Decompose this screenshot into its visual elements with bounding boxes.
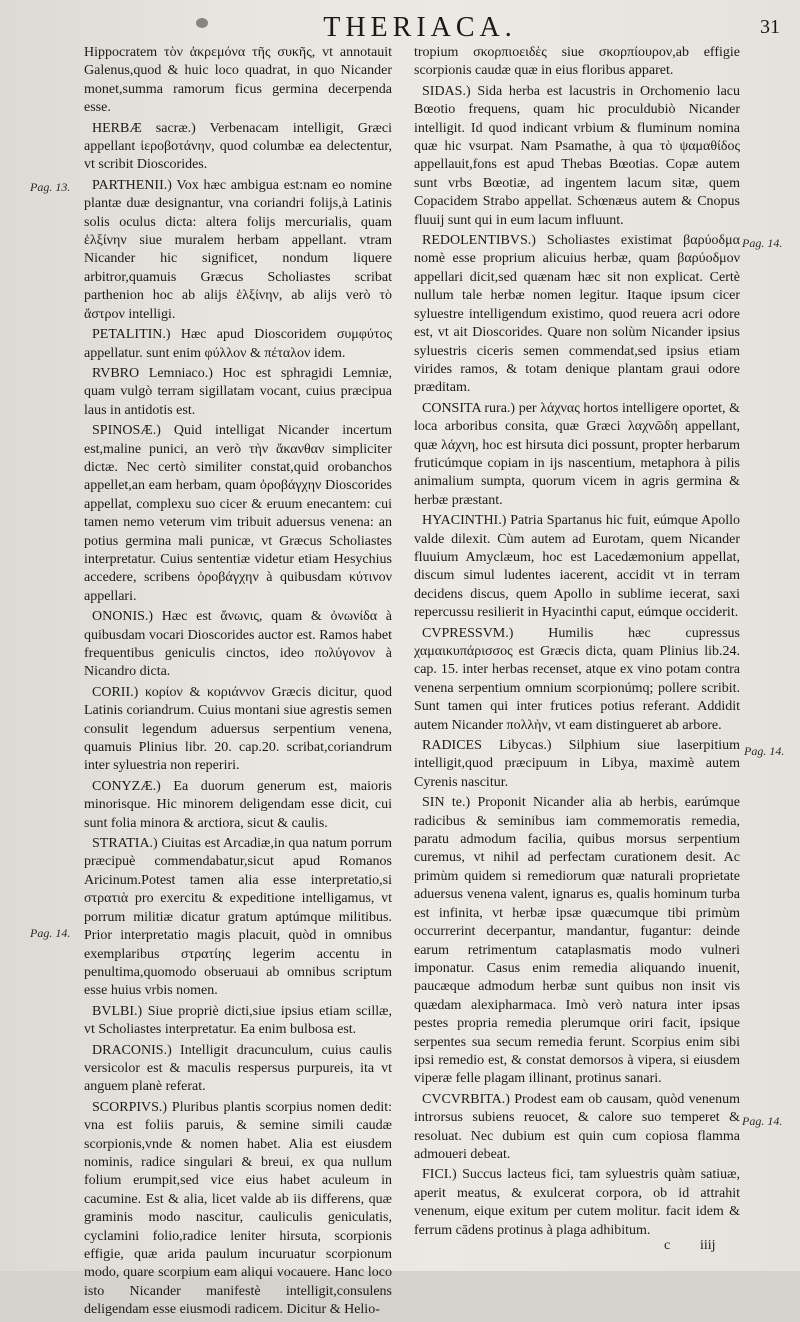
signature-mark: c xyxy=(664,1238,671,1253)
quire-number: iiij xyxy=(700,1238,716,1253)
text-paragraph: RVBRO Lemniaco.) Hoc est sphragidi Lemniæ, quam vulgò terram sigillatam vocant, cuius præcipua laus in antidotis est. xyxy=(84,365,392,418)
text-paragraph: BVLBI.) Siue propriè dicti,siue ipsius etiam scillæ, vt Scholiastes interpretatur. Ea enim bulbosa est. xyxy=(84,1003,392,1038)
text-paragraph: PARTHENII.) Vox hæc ambigua est:nam eo nomine plantæ duæ designantur, vna coriandri folijs,à Latinis solis oculus dicta: altera folijs mercurialis, quam ἑλξίνην siue muralem herbam appellant. vtram Nicander hic significet, nondum liquere arbitror,quamuis Græcus Scholiastes scribat parthenion hoc ab alijs ἑλξίνην, ab alijs verò τὸ ἄστρον intelligi. xyxy=(84,177,392,322)
margin-note: Pag. 14. xyxy=(742,236,783,250)
text-paragraph: SCORPIVS.) Pluribus plantis scorpius nomen dedit: vna est foliis paruis, & semine simili caudæ scorpionis,vnde & nomen habet. Alia est eiusdem nominis, radice singulari & breui, ex qua nullum folium erumpit,sed vice eius habet aculeum in cacumine. Est & alia, licet valde ab iis differens, quæ graminis modo nascitur, cauliculis geniculatis, cyclamini folio,radice leniter hirsuta, scorpionis effigie, quæ arida paulum incuruatur scorpionum modo, quare scorpium eam aliqui vocauere. Hanc loco isto Nicander manifestè intelligit,consulens deligendam esse eiusmodi radicem. Dicitur & Helio- xyxy=(84,1099,392,1318)
text-paragraph: HYACINTHI.) Patria Spartanus hic fuit, eúmque Apollo valde dilexit. Cùm autem ad Eurotam, quem Nicander fluuium Amyclæum, hoc est Lacedæmonium appellat, discum simul ludentes iacerent, accidit vt in terram decidens discus, quem Apollo in sublime iecerat, saxi repercussu resilierit in Hyacinthi caput, eúmque occiderit. xyxy=(414,513,740,621)
text-paragraph: DRACONIS.) Intelligit dracunculum, cuius caulis versicolor est & maculis respersus purpureis, ita vt anguem planè referat. xyxy=(84,1042,392,1095)
text-paragraph: FICI.) Succus lacteus fici, tam syluestris quàm satiuæ, aperit meatus, & exulcerat corpora, ob id attrahit venenum, eique exitum per cutem molitur. facit idem & ferrum cādens protinus à plaga adhibitum. xyxy=(414,1167,740,1238)
text-paragraph: REDOLENTIBVS.) Scholiastes existimat βαρύοδμα nomè esse proprium alicuius herbæ, quam βαρύοδμον appellari dicit,sed quænam hæc sit non explicat. Certè nullum tale herbæ nomen legitur. Itaque ipsum cicer syluestre intelligendum existimo, quod reuera acri odore est, vt ait Dioscorides. Quare non solùm Nicander ipsius syluestris ciceris semen commendat,sed ipsius etiam virides ramos, & totam denique plantam graui odore præditam. xyxy=(414,233,740,396)
text-paragraph: HERBÆ sacræ.) Verbenacam intelligit, Græci appellant ἱερoβοτάνην, quod columbæ ea delectentur, vt scribit Dioscorides. xyxy=(84,120,392,173)
text-paragraph: RADICES Libycas.) Silphium siue laserpitium intelligit,quod præcipuum in Libya, maximè autem Cyrenis nascitur. xyxy=(414,738,740,790)
margin-note: Pag. 13. xyxy=(30,180,71,194)
margin-note: Pag. 14. xyxy=(744,744,785,758)
text-paragraph: CVPRESSVM.) Humilis hæc cupressus χαμαικυπάρισσος est Græcis dicta, quam Plinius lib.24. cap. 15. inter herbas recenset, atque ex vino potam contra venena serpentium omnium scorpionúmq; pollere scribit. Sunt tamen qui inter frutices potius referant. Addidit autem Nicander πολλὴν, vt eam distingueret ab arbore. xyxy=(414,625,740,733)
left-column xyxy=(84,44,392,1322)
text-paragraph: CONSITA rura.) per λάχνας hortos intelligere oportet, & loca arboribus consita, quæ Græci λαχνῶδη appellant, quæ λάχνη, hoc est hirsuta dici possunt, propter herbarum fruticúmque copiam in ijs nascentium, metaphora à pilis animalium sumpta, quorum vicem in agris germina & herbæ præstant. xyxy=(414,400,740,508)
right-column xyxy=(414,44,740,1242)
text-paragraph: ONONIS.) Hæc est ἄνωνις, quam & ὀνωνίδα à quibusdam vocari Dioscorides auctor est. Ramos habet frequentibus geniculis cinctos, ideo πολύγονον à Nicandro dicta. xyxy=(84,609,392,680)
margin-note: Pag. 14. xyxy=(742,1114,783,1128)
text-paragraph: tropium σκορπιοειδὲς siue σκορπίουρον,ab effigie scorpionis caudæ quæ in eius floribus apparet. xyxy=(414,45,740,79)
text-paragraph: SIN te.) Proponit Nicander alia ab herbis, earúmque radicibus & seminibus iam commemoratis remedia, paratu admodum facilia, quibus morsus serpentium curemus, vt nihil ad perfectam curationem desit. Ac primùm quidem si remediorum quæ naturali proprietate aduersus venena valent, ignarus es, qualis hominum turba est infinita, vt herbæ ipsæ quæcumque tibi primùm occurrerint decerpantur, mandantur, fugantur: deinde earum retrimentum cataplasmatis modo vulneri imponatur. Casus enim remedia aliquando inuenit, paucæque admodum herbæ sunt quibus non insit vis quædam alexipharmaca. Imò verò natura inter ipsas pestes propria remedia plerumque oriri facit, ipsique serpentes sua secum remedia ferunt. Scorpius enim sibi ipsi remedio est, & constat demorsos à vipera, si eiusdem viperæ felle plagam illinant, protinus sanari. xyxy=(414,795,740,1087)
text-paragraph: SPINOSÆ.) Quid intelligat Nicander incertum est,maline punici, an verò τὴν ἄκανθαν simpliciter dictæ. Nec certò similiter constat,quid orobanchos appellet,an eam herbam, quam ὀροβάγχην Dioscorides appellat, complexu suo cicer & eruum enecantem: cui tamen nemo veterum vim tribuit aduersus venena: an potius germina mali punicæ, vt Græcus Scholiastes interpretatur. Cuius sententiæ videtur etiam Hesychius accedere, scribens ὀροβάγχην à quibusdam κύτινον appellari. xyxy=(84,423,392,604)
page-header xyxy=(0,12,800,48)
text-paragraph: Hippocratem τὸν ἀκρεμόνα τῆς συκῆς, vt annotauit Galenus,quod & huic loco quadrat, in quo Nicander monet,summa ramorum ficus germina decerpenda esse. xyxy=(84,45,392,116)
text-paragraph: CONYZÆ.) Ea duorum generum est, maioris minorisque. Hic minorem deligendam esse dicit, cui sunt folia minora & arctiora, sicut & caulis. xyxy=(84,778,392,831)
running-title: THERIACA. xyxy=(323,12,517,43)
page-number: 31 xyxy=(760,16,780,38)
text-paragraph: STRATIA.) Ciuitas est Arcadiæ,in qua natum porrum præcipuè commendabatur,sicut apud Romanos Aricinum.Potest tamen alia esse interpretatio,si στρατιὰ pro exercitu & expeditione intelligamus, vt porrum militiæ dicatur gratum aptúmque militibus. Prior interpretatio magis placuit, quòd in omnibus exemplaribus στρατίης legerim accentu in penultima,quomodo obseruaui ab omnibus scriptum esse huius vrbis nomen. xyxy=(84,836,392,999)
text-paragraph: PETALITIN.) Hæc apud Dioscoridem συμφύτος appellatur. sunt enim φύλλον & πέταλον idem. xyxy=(84,327,392,361)
text-paragraph: SIDAS.) Sida herba est lacustris in Orchomenio lacu Bœotio frequens, quam hic proculdubiò Nicander intelligit. Id quod indicant vrbium & fluminum nomina quæ hic vsurpat. Nam Psamathe, à qua τὸ ψαμαθίδος appellauit,fons est apud Thebas Bœotias. Copæ autem sunt vrbs Bœotiæ, ad ingentem lacum sitæ, quem Copacidem Strabo appellat. Schœnæus autem & Cnopus fluuij sunt qui in eum lacum influunt. xyxy=(414,83,740,228)
margin-note: Pag. 14. xyxy=(30,926,71,940)
text-paragraph: CVCVRBITA.) Prodest eam ob causam, quòd venenum introrsus subiens reuocet, & calore suo temperet & resoluat. Nec dubium est quin cum copiosa flamma admoueri debeat. xyxy=(414,1091,740,1162)
text-paragraph: CORII.) κορίον & κοριάννον Græcis dicitur, quod Latinis coriandrum. Cuius montani siue agrestis semen consulit legendum aduersus serpentium venena, quamuis Plinius libr. 20. cap.20. scribat,coriandrum inter syluestria non reperiri. xyxy=(84,684,392,774)
